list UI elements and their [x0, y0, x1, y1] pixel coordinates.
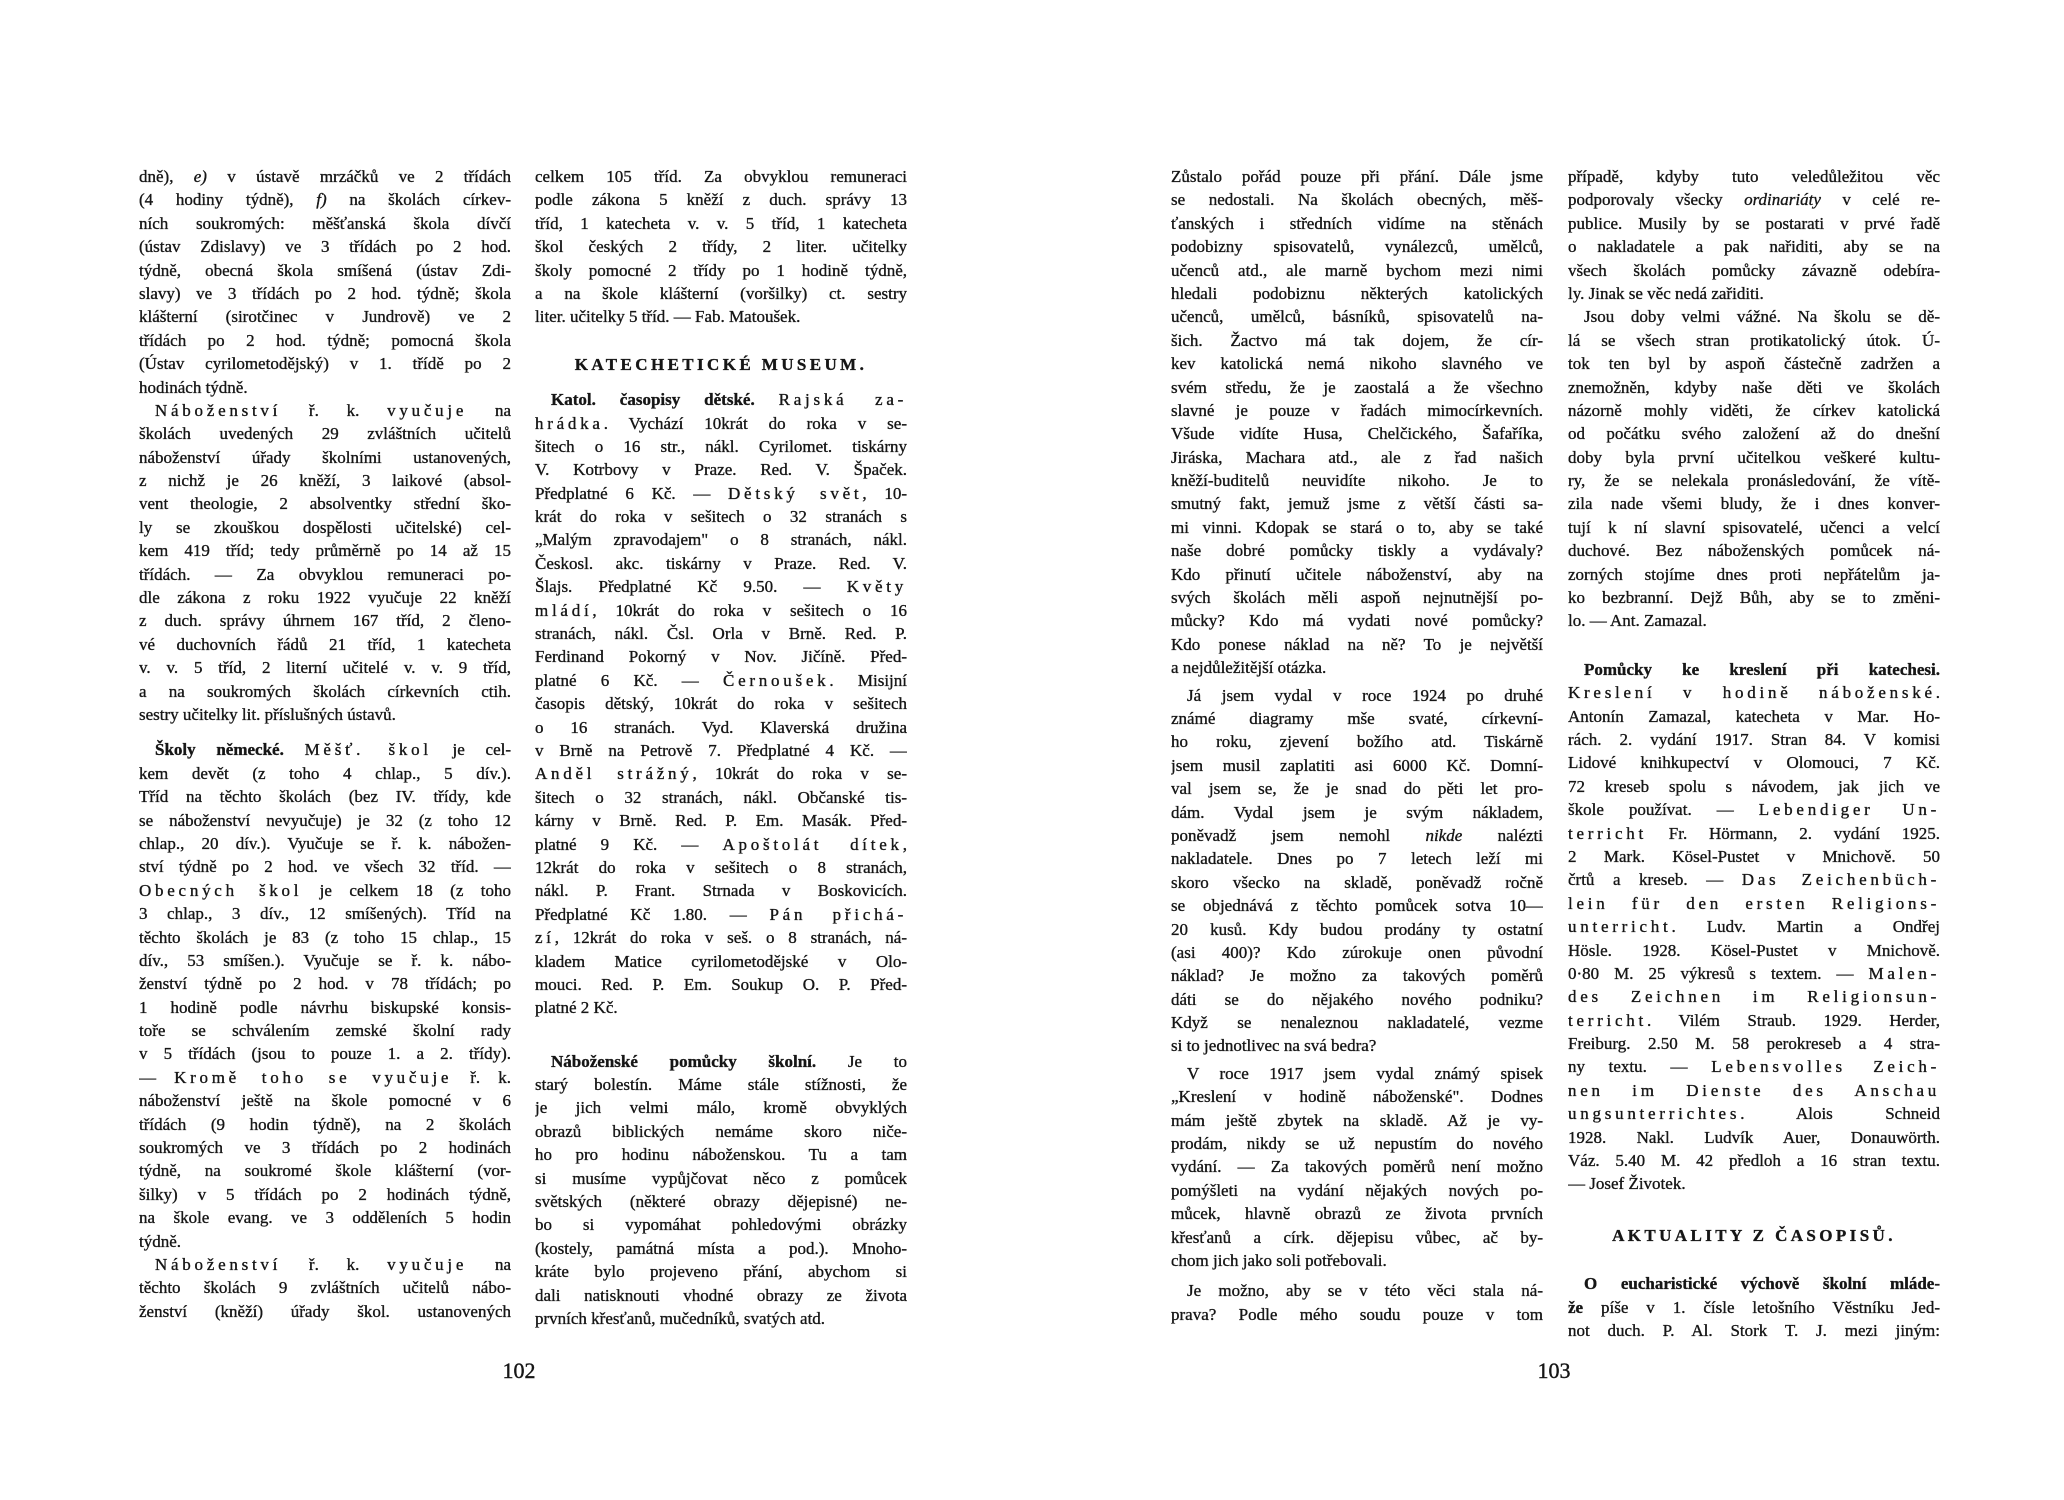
spaced-emphasis-run: lein für den ersten Religions-	[1568, 893, 1940, 913]
text-line: si to jednotlivec na svá bedra?	[1171, 1036, 1377, 1056]
text-line	[535, 903, 907, 926]
left-page-column-1	[139, 165, 511, 1323]
text-run: .	[1935, 683, 1940, 703]
paragraph	[139, 165, 511, 399]
spaced-emphasis-run: Měšť. škol	[304, 740, 432, 760]
text-line: týdně, obecná škola smíšená (ústav Zdi-	[139, 260, 511, 280]
text-line	[1568, 1079, 1940, 1102]
text-run: ř. k.	[281, 1254, 388, 1274]
text-run: poněvadž jsem nemohl	[1171, 825, 1426, 845]
text-line	[1568, 1272, 1940, 1295]
text-run: . Ludv. Martin a Ondřej	[1671, 917, 1940, 937]
text-line: šitech o 16 str., nákl. Cyrilomet. tiskárny	[535, 436, 907, 456]
text-line: kem 419 tříd; tedy průměrně po 14 až 15	[139, 541, 511, 561]
text-run: , 10-	[862, 483, 907, 503]
spaced-emphasis-run: Lebendiger Un-	[1758, 800, 1940, 820]
text-line: vydání. — Za takových poměrů není možno	[1171, 1157, 1543, 1177]
text-line: náboženství úřady školními ustanovených,	[139, 447, 511, 467]
text-run: ř. k.	[452, 1067, 511, 1087]
text-line: nákl. P. Frant. Strnada v Boskovicích.	[535, 881, 907, 901]
text-line: „Kreslení v hodině náboženské". Dodnes	[1171, 1087, 1543, 1107]
text-line: všech školách pomůcky závazně odebíra-	[1568, 260, 1940, 280]
text-line: dám. Vydal jsem je svým nákladem,	[1171, 802, 1543, 822]
text-line: šilky) v 5 třídách po 2 hodinách týdně,	[139, 1184, 511, 1204]
text-line: chom jich jako soli potřebovali.	[1171, 1250, 1387, 1270]
text-line: ly se zkouškou dospělosti učitelské) cel-	[139, 517, 511, 537]
text-line: kárny v Brně. Red. P. Em. Masák. Před-	[535, 811, 907, 831]
text-line: prava? Podle mého soudu pouze v tom	[1171, 1304, 1543, 1324]
text-line: 1928. Nakl. Ludvík Auer, Donauwörth.	[1568, 1127, 1940, 1147]
text-line: tříd, 1 katecheta v. v. 5 tříd, 1 katecheta	[535, 213, 907, 233]
text-line: ly. Jinak se věc nedá zařiditi.	[1568, 283, 1764, 303]
spaced-emphasis-run: hrádka	[535, 413, 604, 433]
text-line: Antonín Zamazal, katecheta v Mar. Ho-	[1568, 706, 1940, 726]
paragraph	[1171, 165, 1543, 680]
text-run: (4 hodiny týdně),	[139, 190, 317, 210]
spaced-emphasis-run: terricht	[1568, 1010, 1648, 1030]
text-line: školy pomocné 2 třídy po 1 hodině týdně,	[535, 260, 907, 280]
text-run: nalézti	[1462, 825, 1543, 845]
text-line: (Ústav cyrilometodějský) v 1. třídě po 2	[139, 354, 511, 374]
text-line: Ferdinand Pokorný v Nov. Jičíně. Před-	[535, 647, 907, 667]
italic-run: nikde	[1425, 825, 1463, 845]
text-line	[139, 879, 511, 902]
text-line: ko bezbranní. Dejž Bůh, aby se to změni-	[1568, 588, 1940, 608]
spaced-emphasis-run: zí	[535, 928, 555, 948]
text-line: učenců atd., ale marně bychom mezi nimi	[1171, 260, 1543, 280]
text-line	[1568, 1296, 1940, 1319]
text-run: Je to	[816, 1051, 907, 1071]
text-run: na školách církev-	[326, 190, 511, 210]
text-line: ství týdně po 2 hod. ve všech 32 tříd. —	[139, 857, 511, 877]
spaced-emphasis-run: unterricht	[1568, 917, 1672, 937]
text-line: křesťanů a círk. dějepisu vůbec, ač by-	[1171, 1227, 1543, 1247]
text-line: ženství týdně po 2 hod. v 78 třídách; po	[139, 974, 511, 994]
spaced-emphasis-run: Anděl strážný	[535, 764, 693, 784]
text-line: názorně mohly viděti, že církev katolická	[1568, 400, 1940, 420]
text-line: stranách, nákl. Čsl. Orla v Brně. Red. P.	[535, 624, 907, 644]
text-line: kem devět (z toho 4 chlap., 5 dív.).	[139, 763, 511, 783]
bold-run: Pomůcky ke kreslení při katechesi.	[1584, 659, 1940, 679]
section-heading: AKTUALITY Z ČASOPISŮ.	[1612, 1225, 1896, 1245]
text-line: publice. Musily by se postarati v prvé řadě	[1568, 213, 1940, 233]
text-run: 0·80 M. 25 výkresů s textem. —	[1568, 963, 1869, 983]
italic-run: f)	[316, 190, 327, 210]
text-line	[1568, 798, 1940, 821]
text-line	[1568, 1009, 1940, 1032]
text-line: tok ten byl by aspoň částečně zadržen a	[1568, 354, 1940, 374]
text-line: ťanských i středních vidíme na stěnách	[1171, 213, 1543, 233]
text-line: hledali podobiznu některých katolických	[1171, 283, 1543, 303]
text-line: na škole evang. ve 3 odděleních 5 hodin	[139, 1208, 511, 1228]
text-line: 2 Mark. Kösel-Pustet v Mnichově. 50	[1568, 846, 1940, 866]
paragraph	[535, 388, 907, 1020]
text-line: a na soukromých školách církevních ctih.	[139, 681, 511, 701]
bold-run: Náboženské pomůcky školní.	[551, 1051, 817, 1071]
text-line: chlap., 20 dív.). Vyučuje se ř. k. nábožen-	[139, 833, 511, 853]
spaced-emphasis-run: Das Zeichenbüch-	[1741, 870, 1940, 890]
text-line: Je možno, aby se v této věci stala ná-	[1187, 1281, 1543, 1301]
text-run: na	[467, 1254, 511, 1274]
text-line: hodinách týdně.	[139, 377, 248, 397]
text-run: ,	[902, 834, 907, 854]
text-line: V. Kotrbovy v Praze. Red. V. Špaček.	[535, 460, 907, 480]
text-line: třídách (9 hodin týdně), na 2 školách	[139, 1114, 511, 1134]
text-line	[139, 1253, 511, 1276]
text-line: bo si vypomáhat pohledovými obrázky	[535, 1215, 907, 1235]
paragraph	[535, 1050, 907, 1331]
spaced-emphasis-run: Náboženství	[155, 1254, 282, 1274]
text-line: dali natisknouti vhodné obrazy ze života	[535, 1285, 907, 1305]
italic-run: e)	[193, 167, 207, 186]
text-line: mouci. Red. P. Em. Soukup O. P. Před-	[535, 974, 907, 994]
text-run	[284, 740, 305, 759]
spaced-emphasis-run: Květy	[846, 577, 907, 597]
text-line: náboženství ještě na škole pomocné v 6	[139, 1091, 511, 1111]
text-line: případě, kdyby tuto veledůležitou věc	[1568, 167, 1940, 186]
text-line	[1568, 962, 1940, 985]
text-line: smutný fakt, jemuž jsme z větší části sa-	[1171, 494, 1543, 514]
text-line	[1171, 824, 1543, 847]
text-line: zorných stojíme dnes proti nepřátelům ja-	[1568, 564, 1940, 584]
spaced-emphasis-run: Kreslení v hodině náboženské	[1568, 683, 1936, 703]
paragraph	[1171, 1062, 1543, 1273]
text-line: se náboženství nevyučuje) je 32 (z toho 12	[139, 810, 511, 830]
text-line: náklad? Je možno za takových poměrů	[1171, 966, 1543, 986]
text-line: kev katolická nemá nikoho slavného ve	[1171, 354, 1543, 374]
text-line: šich. Žactvo má tak dojem, že cír-	[1171, 330, 1543, 350]
text-line: škol českých 2 třídy, 2 liter. učitelky	[535, 237, 907, 257]
text-line: známé diagramy mše svaté, církevní-	[1171, 708, 1543, 728]
text-line	[535, 482, 907, 505]
text-line: krát do roka v sešitech o 32 stranách s	[535, 507, 907, 527]
text-run: Šlajs. Předplatné Kč 9.50. —	[535, 577, 847, 597]
text-line: soukromých ve 3 třídách po 2 hodinách	[139, 1138, 511, 1158]
bold-run: Školy německé.	[155, 740, 284, 760]
text-line: mi vinni. Kdopak se stará o to, aby se také	[1171, 517, 1543, 537]
text-run: dně),	[139, 167, 194, 186]
text-line: šitech o 32 stranách, nákl. Občanské tis-	[535, 787, 907, 807]
text-line: třídách. — Za obvyklou remuneraci po-	[139, 564, 511, 584]
text-run: ny textu. —	[1568, 1057, 1712, 1077]
text-line: z nichž je 26 kněží, 3 laikové (absol-	[139, 471, 511, 491]
text-line	[535, 669, 907, 692]
text-line: je jich velmi málo, kromě obvyklých	[535, 1098, 907, 1118]
text-line: od počátku svého založení až do dnešní	[1568, 424, 1940, 444]
text-line: 1 hodině podle návrhu biskupské konsis-	[139, 997, 511, 1017]
text-line: prodám, nikdy se už nepustím do nového	[1171, 1134, 1543, 1154]
text-line: týdně.	[139, 1231, 182, 1251]
text-line: Všude vidíte Husa, Chelčického, Šafaříka,	[1171, 424, 1543, 444]
text-line: 20 kusů. Kdy budou prodány ty ostatní	[1171, 919, 1543, 939]
paragraph	[1171, 1279, 1543, 1326]
spaced-emphasis-run: mládí	[535, 600, 593, 620]
section-heading: KATECHETICKÉ MUSEUM.	[574, 354, 868, 374]
text-line	[535, 762, 907, 785]
paragraph	[1568, 165, 1940, 305]
spaced-emphasis-run: Dětský svět	[728, 483, 863, 503]
text-line: kráte bylo projeveno přání, abychom si	[535, 1262, 907, 1282]
text-line: svém středu, že je zaostalá a že všechno	[1171, 377, 1543, 397]
text-line: ho pro hodinu náboženskou. Tu a tam	[535, 1145, 907, 1165]
text-line: klášterní (sirotčinec v Jundrově) ve 2	[139, 307, 511, 327]
bold-run: že	[1568, 1297, 1584, 1317]
text-line: 3 chlap., 3 dív., 12 smíšených). Tříd na	[139, 904, 511, 924]
text-run: platné 6 Kč. —	[535, 670, 724, 690]
paragraph	[1171, 684, 1543, 1058]
text-line: toře se schválením zemské školní rady	[139, 1021, 511, 1041]
spaced-emphasis-run: Kromě toho se vyučuje	[174, 1067, 453, 1087]
italic-run: ordinariáty	[1744, 190, 1821, 210]
spaced-emphasis-run: Pán přichá-	[769, 904, 907, 924]
text-line	[535, 926, 907, 949]
text-line	[1568, 658, 1940, 681]
spaced-emphasis-run: Černoušek	[723, 670, 830, 690]
text-line: o 16 stranách. Vyd. Klaverská družina	[535, 717, 907, 737]
bold-run: Katol. časopisy dětské.	[551, 390, 755, 410]
text-line: z duch. správy úhrnem 167 tříd, 2 členo-	[139, 611, 511, 631]
text-line: obrazů biblických nemáme skoro niče-	[535, 1121, 907, 1141]
text-line	[1568, 985, 1940, 1008]
text-line: ních soukromých: měšťanská škola dívčí	[139, 213, 511, 233]
text-line: o nakladatele a pak nařiditi, aby se na	[1568, 237, 1940, 257]
paragraph	[1568, 658, 1940, 1196]
spaced-emphasis-run: Apoštolát dítek	[722, 834, 903, 854]
text-line: ženství (kněží) úřady škol. ustanovených	[139, 1301, 511, 1321]
text-line: nakladatele. Dnes po 7 letech leží mi	[1171, 849, 1543, 869]
text-line: svých školách měli aspoň nejnutnější po-	[1171, 588, 1543, 608]
text-run: podporovaly všecky	[1568, 190, 1745, 210]
paragraph	[1568, 305, 1940, 632]
text-line: školách uvedených 29 zvláštních učitelů	[139, 424, 511, 444]
text-line: (asi 400)? Kdo zúrokuje onen původní	[1171, 942, 1543, 962]
text-line: Kdo přinutí učitele náboženství, aby na	[1171, 564, 1543, 584]
text-line: časopis dětský, 10krát do roka v sešitech	[535, 694, 907, 714]
text-line: světských (některé obrazy dějepisné) ne-	[535, 1192, 907, 1212]
text-run: . Misijní	[829, 670, 907, 690]
spaced-emphasis-run: Malen-	[1868, 963, 1940, 983]
text-line: Když se nenaleznou nakladatelé, vezme	[1171, 1013, 1543, 1033]
text-line: v Brně na Petrově 7. Předplatné 4 Kč. —	[535, 740, 907, 760]
text-line: vent theologie, 2 absolventky střední ško-	[139, 494, 511, 514]
text-line	[139, 738, 511, 761]
text-run: na	[467, 400, 511, 420]
text-line: dle zákona z roku 1922 vyučuje 22 kněží	[139, 588, 511, 608]
text-line: podle zákona 5 kněží z duch. správy 13	[535, 190, 907, 210]
text-line: „Malým zpravodajem" o 8 stranách, nákl.	[535, 530, 907, 550]
text-line	[535, 575, 907, 598]
text-line	[535, 412, 907, 435]
text-line: Freiburg. 2.50 M. 58 perokreseb a 4 stra-	[1568, 1034, 1940, 1054]
text-line: liter. učitelky 5 tříd. — Fab. Matoušek.	[535, 307, 801, 327]
text-line: můcek, hlavně obrazů ze života prvních	[1171, 1204, 1543, 1224]
text-line: prvních křesťanů, mučedníků, svatých atd.	[535, 1308, 826, 1328]
text-line: 72 kreseb spolu s návodem, jak jich ve	[1568, 776, 1940, 796]
text-line: Hösle. 1928. Kösel-Pustet v Mnichově.	[1568, 940, 1940, 960]
text-run: v ústavě mrzáčků ve 2 třídách	[206, 167, 511, 186]
spaced-emphasis-run: nen im Dienste des Anschau	[1568, 1080, 1940, 1100]
text-run: škole používat. —	[1568, 800, 1759, 820]
text-line: těchto školách 9 zvláštních učitelů nábo-	[139, 1278, 511, 1298]
text-line: podobizny spisovatelů, vynálezců, umělců,	[1171, 237, 1543, 257]
text-line: doby byla první učitelkou veškeré kultu-	[1568, 447, 1940, 467]
text-line	[535, 599, 907, 622]
text-run: . Alois Schneid	[1740, 1104, 1940, 1124]
text-line: lo. — Ant. Zamazal.	[1568, 611, 1707, 631]
text-run	[755, 390, 779, 409]
text-line: vé duchovních řádů 21 tříd, 1 katecheta	[139, 634, 511, 654]
spaced-emphasis-run: Rajská za-	[778, 390, 907, 410]
text-run: , 10krát do roka v se-	[692, 764, 907, 784]
text-line: starý bolestín. Máme stále stížnosti, že	[535, 1075, 907, 1095]
text-line: dáti se do nějakého nového podniku?	[1171, 989, 1543, 1009]
text-line: a nejdůležitější otázka.	[1171, 658, 1327, 678]
text-line: třídách po 2 hod. týdně; pomocná škola	[139, 330, 511, 350]
text-line	[1568, 681, 1940, 704]
text-line: dív., 53 smíšen.). Vyučuje se ř. k. nábo-	[139, 950, 511, 970]
text-line: sestry učitelky lit. příslušných ústavů.	[139, 704, 396, 724]
text-line: těchto školách je 83 (z toho 15 chlap., 15	[139, 927, 511, 947]
text-line: se objednává z těchto pomůcek sotva 10—	[1171, 896, 1543, 916]
spaced-emphasis-run: Náboženství	[155, 400, 282, 420]
text-run: —	[139, 1067, 175, 1087]
text-run: platné 9 Kč. —	[535, 834, 723, 854]
text-run: Fr. Hörmann, 2. vydání 1925.	[1647, 823, 1940, 843]
text-line	[1568, 188, 1940, 211]
text-run: , 10krát do roka v sešitech o 16	[592, 600, 907, 620]
spaced-emphasis-run: vyučuje	[387, 400, 468, 420]
text-line	[139, 399, 511, 422]
text-line: Jsou doby velmi vážné. Na školu se dě-	[1584, 307, 1940, 327]
text-line: kladem Matice cyrilometodějské v Olo-	[535, 951, 907, 971]
text-line: v 5 třídách (jsou to pouze 1. a 2. třídy).	[139, 1044, 511, 1064]
text-line: V roce 1917 jsem vydal známý spisek	[1187, 1063, 1543, 1083]
text-line: Kdo ponese náklad na ně? To je největší	[1171, 634, 1543, 654]
paragraph	[535, 165, 907, 329]
text-line	[535, 388, 907, 411]
text-run: je celkem 18 (z toho	[302, 880, 511, 900]
text-line: a na škole klášterní (voršilky) ct. sestry	[535, 283, 907, 303]
text-run: Předplatné Kč 1.80. —	[535, 904, 770, 924]
text-run: v celé re-	[1820, 190, 1940, 210]
paragraph	[139, 738, 511, 1253]
text-line: jsem musil zaplatiti asi 6000 Kč. Domní-	[1171, 755, 1543, 775]
text-run: . Vilém Straub. 1929. Herder,	[1647, 1010, 1940, 1030]
text-line	[139, 1066, 511, 1089]
text-line: skoro všecko na skladě, poněvadž ročně	[1171, 872, 1543, 892]
spaced-emphasis-run: vyučuje	[387, 1254, 468, 1274]
text-line: duchové. Bez náboženských pomůcek ná-	[1568, 541, 1940, 561]
paragraph	[1568, 1272, 1940, 1342]
spaced-emphasis-run: des Zeichnen im Religionsun-	[1568, 987, 1940, 1007]
text-line: Tříd na těchto školách (bez IV. třídy, kde	[139, 787, 511, 807]
text-line: učenců, umělců, básníků, spisovatelů na-	[1171, 307, 1543, 327]
text-line: lá se všech stran protikatolický útok. Ú-	[1568, 330, 1940, 350]
text-line: Jiráska, Machara atd., ale z řad našich	[1171, 447, 1543, 467]
text-line	[1568, 822, 1940, 845]
text-line: Já jsem vydal v roce 1924 po druhé	[1187, 685, 1543, 705]
text-line	[1568, 1102, 1940, 1125]
text-line: val jsem se, že je snad do pěti let pro-	[1171, 779, 1543, 799]
text-line: se nedostali. Na školách obecných, měš-	[1171, 190, 1543, 210]
text-line: 12krát do roka v sešitech o 8 stranách,	[535, 857, 907, 877]
text-line: not duch. P. Al. Stork T. J. mezi jiným:	[1568, 1320, 1940, 1340]
text-line: — Josef Životek.	[1568, 1174, 1686, 1194]
text-line	[1568, 915, 1940, 938]
text-run: . Vychází 10krát do roka v se-	[603, 413, 907, 433]
text-line: ho roku, zjevení božího atd. Tiskárně	[1171, 732, 1543, 752]
text-line	[535, 1050, 907, 1073]
spaced-emphasis-run: Lebensvolles Zeich-	[1711, 1057, 1940, 1077]
text-line	[535, 833, 907, 856]
text-line: slavné je pouze v řadách mimocírkevních.	[1171, 400, 1543, 420]
text-line: znemožněn, kdyby naše děti ve školách	[1568, 377, 1940, 397]
text-line: pomýšleti na vydání nějakých nových po-	[1171, 1180, 1543, 1200]
text-line: naše dobré pomůcky tiskly a vydávaly?	[1171, 541, 1543, 561]
spaced-emphasis-run: Obecných škol	[139, 880, 303, 900]
left-page-column-2	[535, 165, 907, 1330]
text-run: črtů a kreseb. —	[1568, 870, 1742, 890]
page-number-left: 102	[502, 1358, 536, 1383]
text-line: Lidové knihkupectví v Olomouci, 7 Kč.	[1568, 753, 1940, 773]
text-line: celkem 105 tříd. Za obvyklou remuneraci	[535, 167, 907, 186]
text-line	[139, 165, 511, 188]
text-run: Předplatné 6 Kč. —	[535, 483, 729, 503]
text-line: rách. 2. vydání 1917. Stran 84. V komisi	[1568, 729, 1940, 749]
text-run: ř. k.	[281, 400, 388, 420]
spaced-emphasis-run: ungsunterrichtes	[1568, 1104, 1741, 1124]
text-line: Zůstalo pořád pouze při přání. Dále jsme	[1171, 167, 1543, 186]
text-line	[1568, 1055, 1940, 1078]
text-line	[139, 188, 511, 211]
right-page-column-2	[1568, 165, 1940, 1342]
text-line: kněží-buditelů neuvidíte nikoho. Je to	[1171, 471, 1543, 491]
text-line: slavy) ve 3 třídách po 2 hod. týdně; škola	[139, 283, 511, 303]
text-line: (kostely, památná místa a pod.). Mnoho-	[535, 1238, 907, 1258]
text-run: je cel-	[431, 740, 511, 760]
text-line: Váz. 5.40 M. 42 předloh a 16 stran textu.	[1568, 1151, 1940, 1171]
text-line: si musíme vypůjčovat něco z pomůcek	[535, 1168, 907, 1188]
paragraph	[139, 399, 511, 726]
text-line	[1568, 868, 1940, 891]
text-run: , 12krát do roka v seš. o 8 stranách, ná-	[554, 928, 907, 948]
text-line: ry, že se nelekala pronásledování, že vítě-	[1568, 471, 1940, 491]
right-page-column-1	[1171, 165, 1543, 1326]
page-number-right: 103	[1537, 1358, 1571, 1383]
bold-run: O eucharistické výchově školní mláde-	[1584, 1274, 1940, 1294]
text-line: (ústav Zdislavy) ve 3 třídách po 2 hod.	[139, 237, 511, 257]
text-line: tují k ní slavní spisovatelé, učenci a velcí	[1568, 517, 1940, 537]
text-run: píše v 1. čísle letošního Věstníku Jed-	[1583, 1297, 1940, 1317]
text-line: platné 2 Kč.	[535, 998, 618, 1018]
paragraph	[139, 1253, 511, 1323]
text-line: týdně, na soukromé škole klášterní (vor-	[139, 1161, 511, 1181]
spaced-emphasis-run: terricht	[1568, 823, 1648, 843]
text-line: Českosl. akc. tiskárny v Praze. Red. V.	[535, 553, 907, 573]
text-line: můcky? Kdo má vydati nové pomůcky?	[1171, 611, 1543, 631]
text-line: v. v. 5 tříd, 2 literní učitelé v. v. 9 tříd,	[139, 658, 511, 678]
text-line	[1568, 892, 1940, 915]
text-line: zila nade všemi bludy, že i dnes konver-	[1568, 494, 1940, 514]
text-line: mám ještě zbytek na skladě. Až je vy-	[1171, 1110, 1543, 1130]
